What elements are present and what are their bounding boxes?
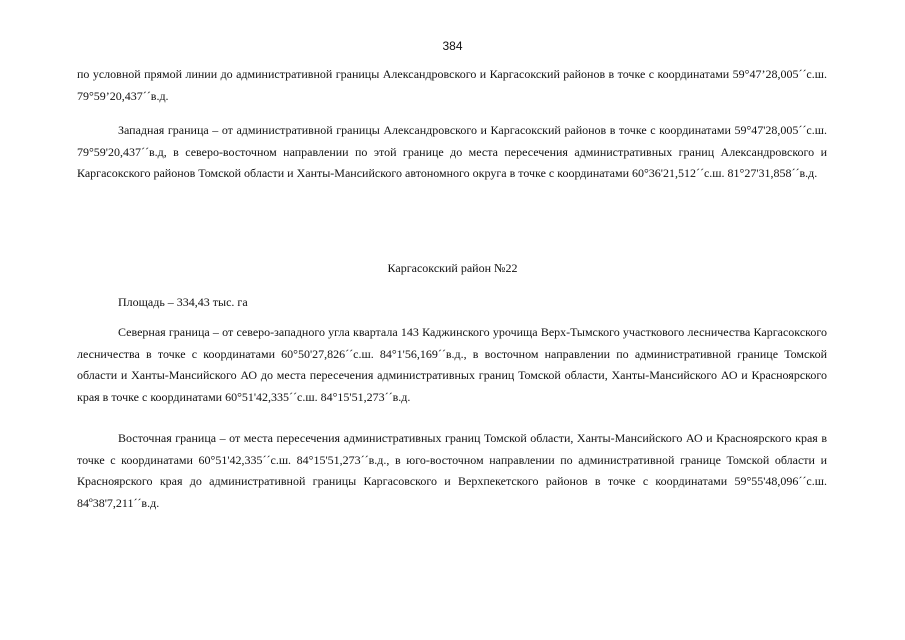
area-line: Площадь – 334,43 тыс. га	[118, 295, 248, 309]
paragraph-west-border: Западная граница – от административной границы Александровского и Каргасокский районов в точке с координатами 59°47'28,005´´с.ш. 79°59'20,437´´в.д, в северо-восточном направлении по этой границе до места пересечения административных границ Александровского и Каргасокского районов Томской области и Ханты-Мансийского автономного округа в точке с координатами 60°36'21,512´´с.ш. 81°27'31,858´´в.д.	[77, 123, 827, 180]
section-heading: Каргасокский район №22	[387, 261, 518, 275]
paragraph-east-border: Восточная граница – от места пересечения административных границ Томской области, Ханты-Мансийского АО и Красноярского края в точке с координатами 60°51'42,335´´с.ш. 84°15'51,273´´в.д., в юго-восточном направлении по административной границе Томской области и Красноярского края до административной границы Каргасовского и Верхпекетского районов в точке с координатами 59°55'48,096´´с.ш. 84º38'7,211´´в.д.	[77, 431, 827, 510]
page-number: 384	[442, 39, 463, 53]
paragraph-continuation: по условной прямой линии до административной границы Александровского и Каргасокский районов в точке с координатами 59°47’28,005´´с.ш. 79°59’20,437´´в.д.	[77, 67, 827, 103]
paragraph-north-border: Северная граница – от северо-западного угла квартала 143 Каджинского урочища Верх-Тымского участкового лесничества Каргасокского лесничества в точке с координатами 60°50'27,826´´с.ш. 84°1'56,169´´в.д., в восточном направлении по административной границе Томской области и Ханты-Мансийского АО до места пересечения административных границ Томской области, Ханты-Мансийского АО и Красноярского края в точке с координатами 60°51'42,335´´с.ш. 84°15'51,273´´в.д.	[77, 325, 827, 404]
